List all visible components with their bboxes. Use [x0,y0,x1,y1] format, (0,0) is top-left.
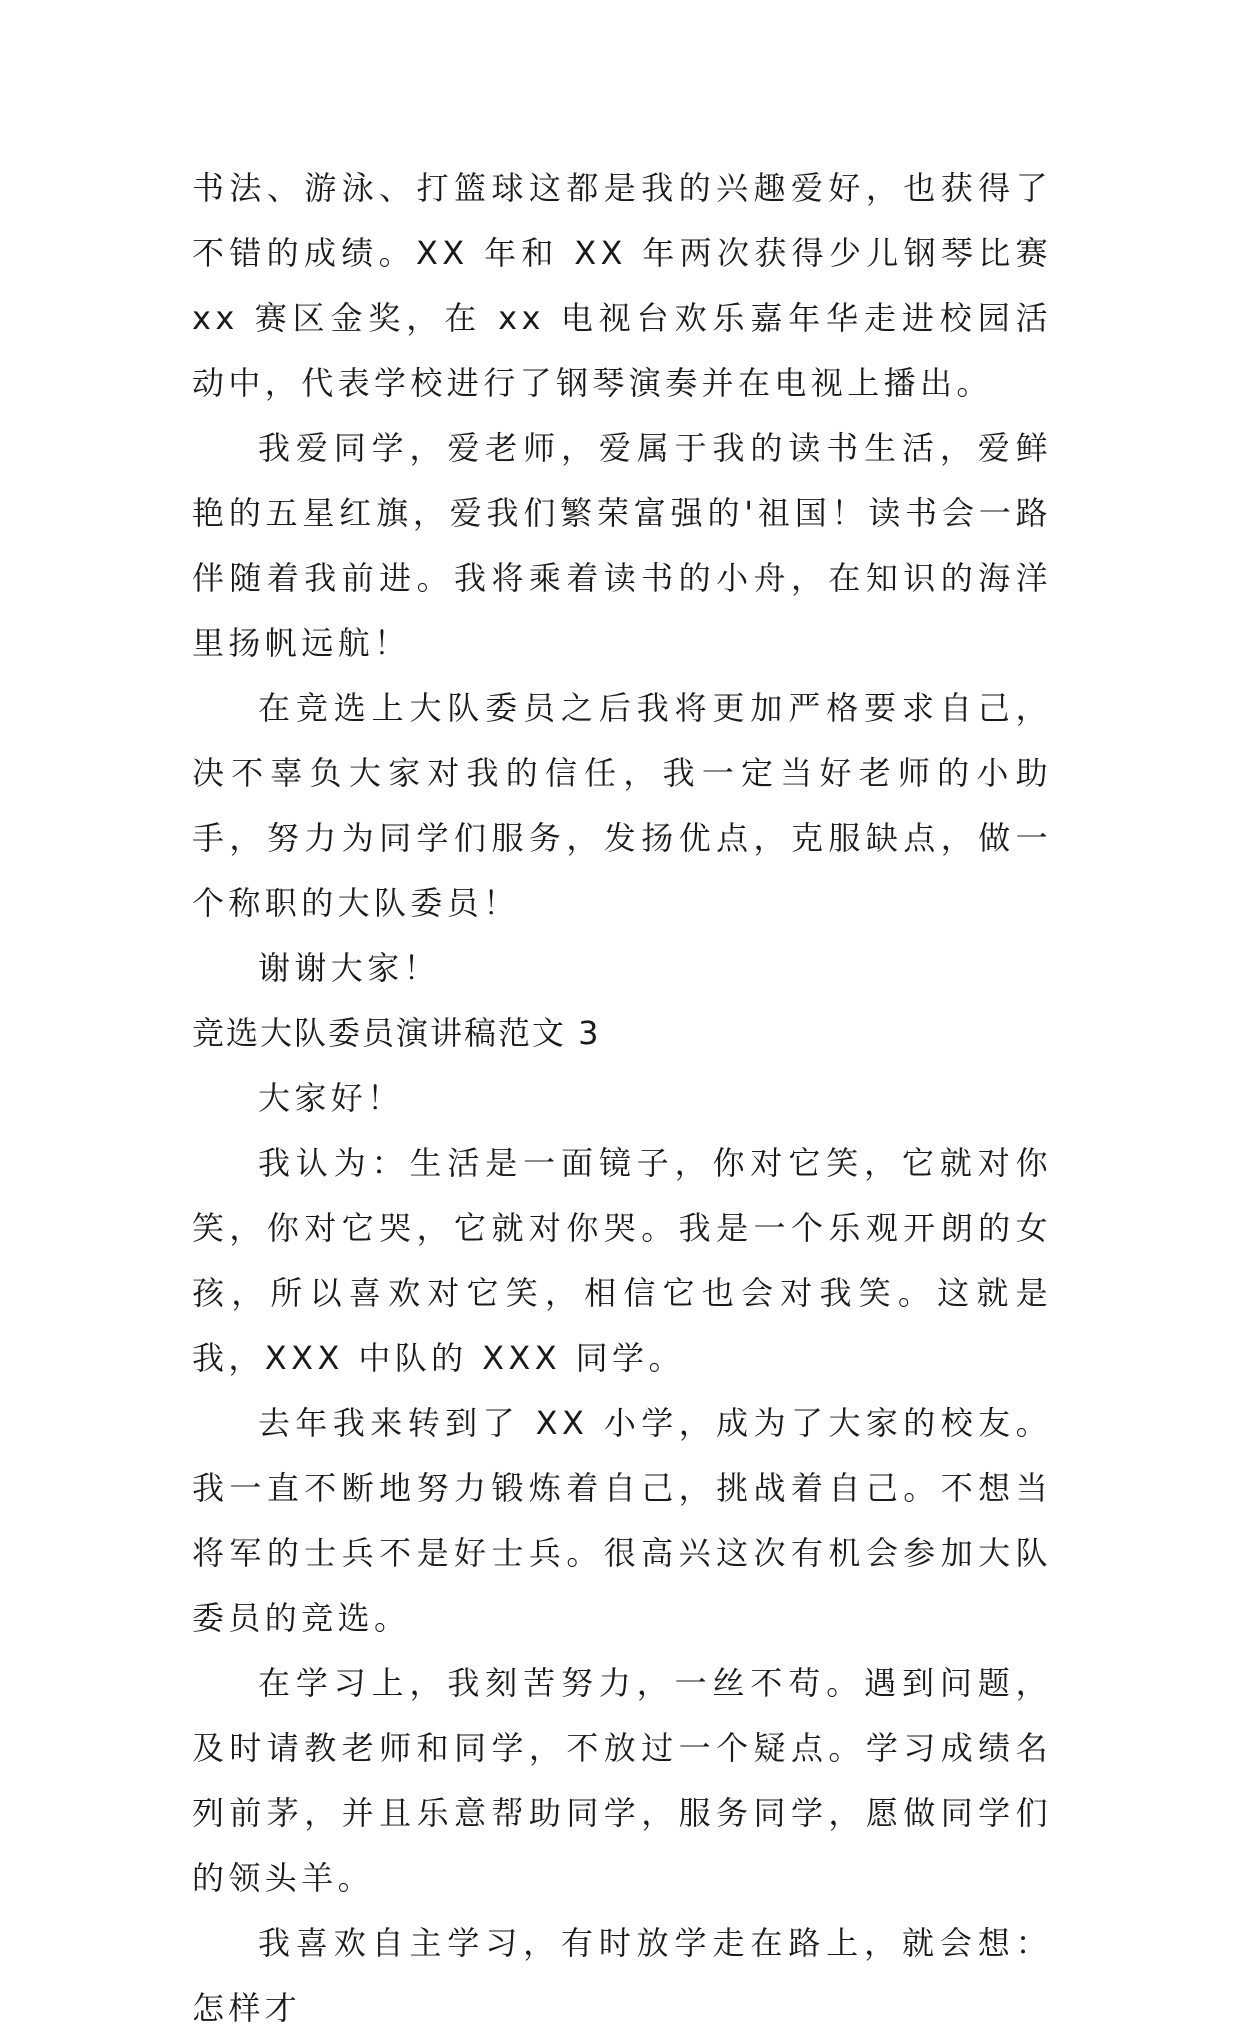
paragraph-mirror: 我认为：生活是一面镜子，你对它笑，它就对你笑，你对它哭，它就对你哭。我是一个乐观开朗的女孩，所以喜欢对它笑，相信它也会对我笑。这就是我，XXX 中队的 XXX 同学。 [192,1144,1052,1377]
paragraph-greeting: 大家好！ [258,1079,404,1117]
section-title: 竞选大队委员演讲稿范文 3 [192,1014,601,1052]
paragraph-promise: 在竞选上大队委员之后我将更加严格要求自己，决不辜负大家对我的信任，我一定当好老师的小助手，努力为同学们服务，发扬优点，克服缺点，做一个称职的大队委员！ [192,689,1052,922]
paragraph-thanks: 谢谢大家！ [258,949,441,987]
document-body [192,156,1052,2041]
paragraph-love: 我爱同学，爱老师，爱属于我的读书生活，爱鲜艳的五星红旗，爱我们繁荣富强的'祖国！读书会一路伴随着我前进。我将乘着读书的小舟，在知识的海洋里扬帆远航！ [192,429,1052,662]
paragraph-transfer: 去年我来转到了 XX 小学，成为了大家的校友。我一直不断地努力锻炼着自己，挑战着自己。不想当将军的士兵不是好士兵。很高兴这次有机会参加大队委员的竞选。 [192,1404,1052,1637]
paragraph-study: 在学习上，我刻苦努力，一丝不苟。遇到问题，及时请教老师和同学，不放过一个疑点。学习成绩名列前茅，并且乐意帮助同学，服务同学，愿做同学们的领头羊。 [192,1664,1052,1897]
paragraph-self-study: 我喜欢自主学习，有时放学走在路上，就会想：怎样才 [192,1924,1052,2027]
paragraph-hobbies: 书法、游泳、打篮球这都是我的兴趣爱好，也获得了不错的成绩。XX 年和 XX 年两次获得少儿钢琴比赛 xx 赛区金奖，在 xx 电视台欢乐嘉年华走进校园活动中，代表学校进行了钢琴演奏并在电视上播出。 [192,169,1052,402]
